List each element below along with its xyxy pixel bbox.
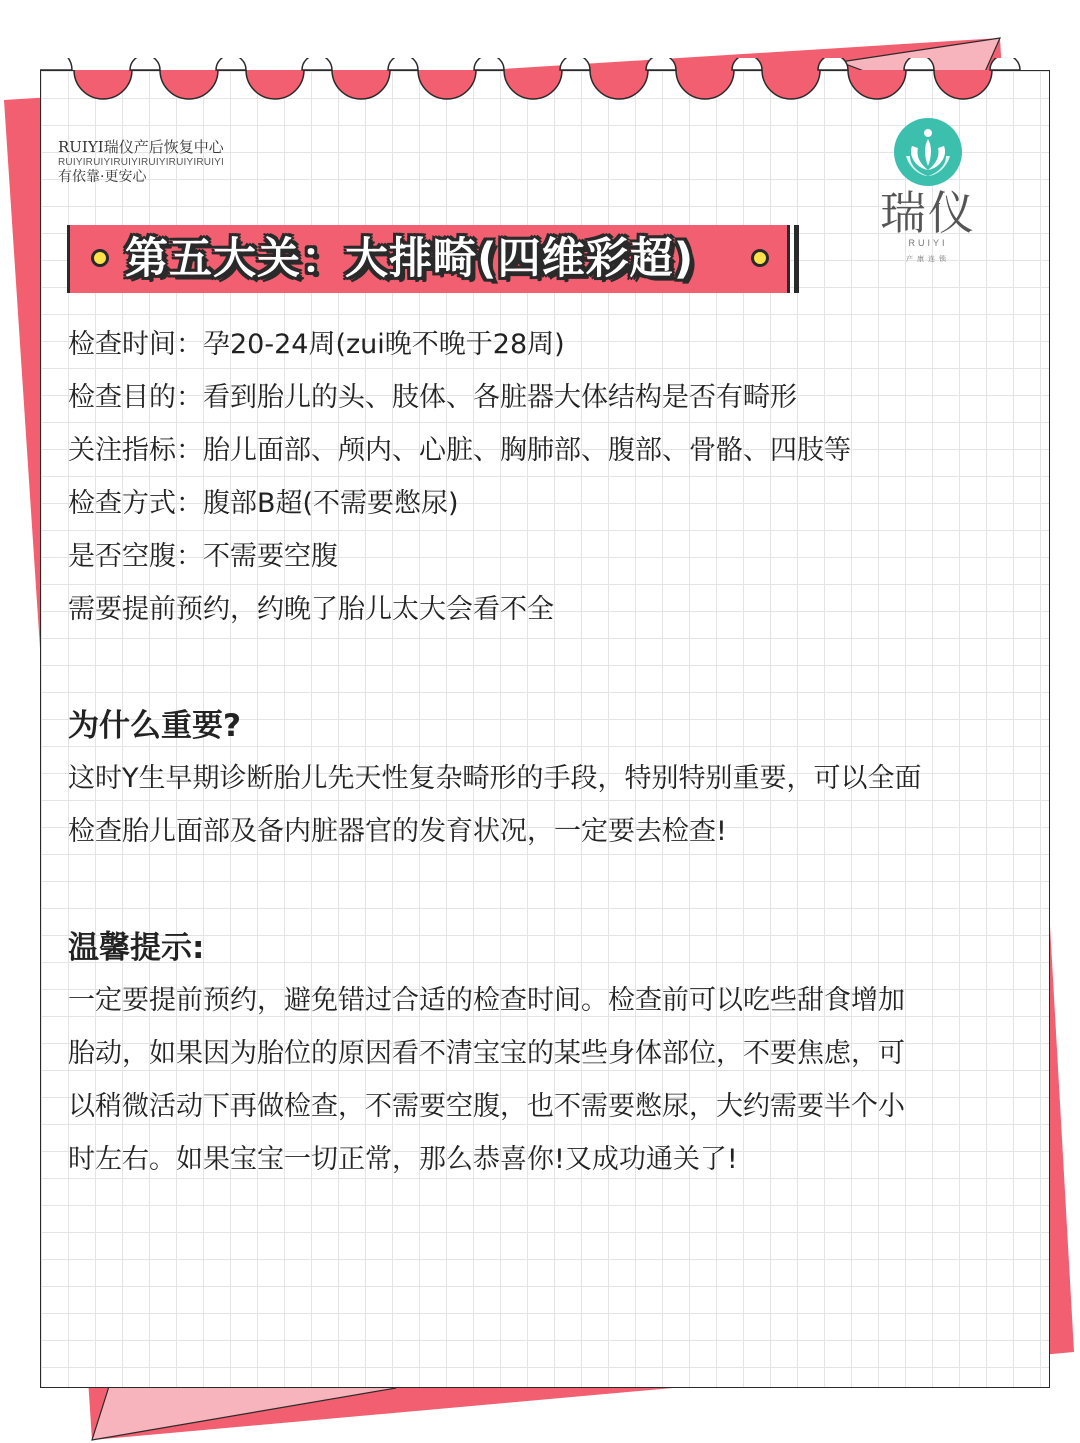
scalloped-edge	[40, 58, 1050, 118]
logo-en: RUIYI	[908, 238, 948, 248]
paragraph-line: 检查胎儿面部及备内脏器官的发育状况，一定要去检查!	[68, 816, 727, 847]
brand-slogan: 有依靠·更安心	[58, 169, 147, 186]
info-list	[68, 318, 851, 636]
brand-logo	[868, 116, 988, 286]
info-row-method: 检查方式：腹部B超(不需要憋尿)	[68, 488, 459, 519]
title-dot-right	[751, 249, 769, 267]
paragraph-line: 胎动，如果因为胎位的原因看不清宝宝的某些身体部位，不要焦虑，可	[68, 1038, 905, 1069]
brand-repeat-text: RUIYIRUIYIRUIYIRUIYIRUIYIRUIYI	[58, 156, 225, 168]
lotus-figure-icon	[892, 116, 964, 188]
paragraph-line: 时左右。如果宝宝一切正常，那么恭喜你!又成功通关了!	[68, 1144, 738, 1175]
section-body-importance	[68, 752, 922, 858]
brand-name: RUIYI瑞仪产后恢复中心	[58, 138, 224, 156]
paragraph-line: 以稍微活动下再做检查，不需要空腹，也不需要憋尿，大约需要半个小	[68, 1091, 905, 1122]
paragraph-line: 一定要提前预约，避免错过合适的检查时间。检查前可以吃些甜食增加	[68, 985, 905, 1016]
title-bar-divider	[787, 225, 790, 293]
info-row-indicators: 关注指标：胎儿面部、颅内、心脏、胸肺部、腹部、骨骼、四肢等	[68, 435, 851, 466]
logo-name: 瑞仪	[880, 186, 976, 240]
info-row-purpose: 检查目的：看到胎儿的头、肢体、各脏器大体结构是否有畸形	[68, 382, 797, 413]
logo-sub: 产康连锁	[906, 255, 950, 263]
section-heading-importance: 为什么重要?	[68, 708, 241, 744]
info-row-fasting: 是否空腹：不需要空腹	[68, 541, 338, 572]
page-title: 第五大关：大排畸(四维彩超)	[125, 234, 695, 284]
title-bar-end	[794, 225, 799, 293]
paragraph-line: 这时Y生早期诊断胎儿先天性复杂畸形的手段，特别特别重要，可以全面	[68, 763, 922, 794]
title-banner	[67, 225, 799, 293]
info-row-time: 检查时间：孕20-24周(zui晚不晚于28周)	[68, 329, 565, 360]
brand-block	[58, 138, 224, 187]
info-row-appointment: 需要提前预约，约晚了胎儿太大会看不全	[68, 594, 554, 625]
title-dot-left	[91, 249, 109, 267]
section-heading-tips: 温馨提示:	[68, 930, 205, 966]
section-body-tips	[68, 974, 905, 1186]
